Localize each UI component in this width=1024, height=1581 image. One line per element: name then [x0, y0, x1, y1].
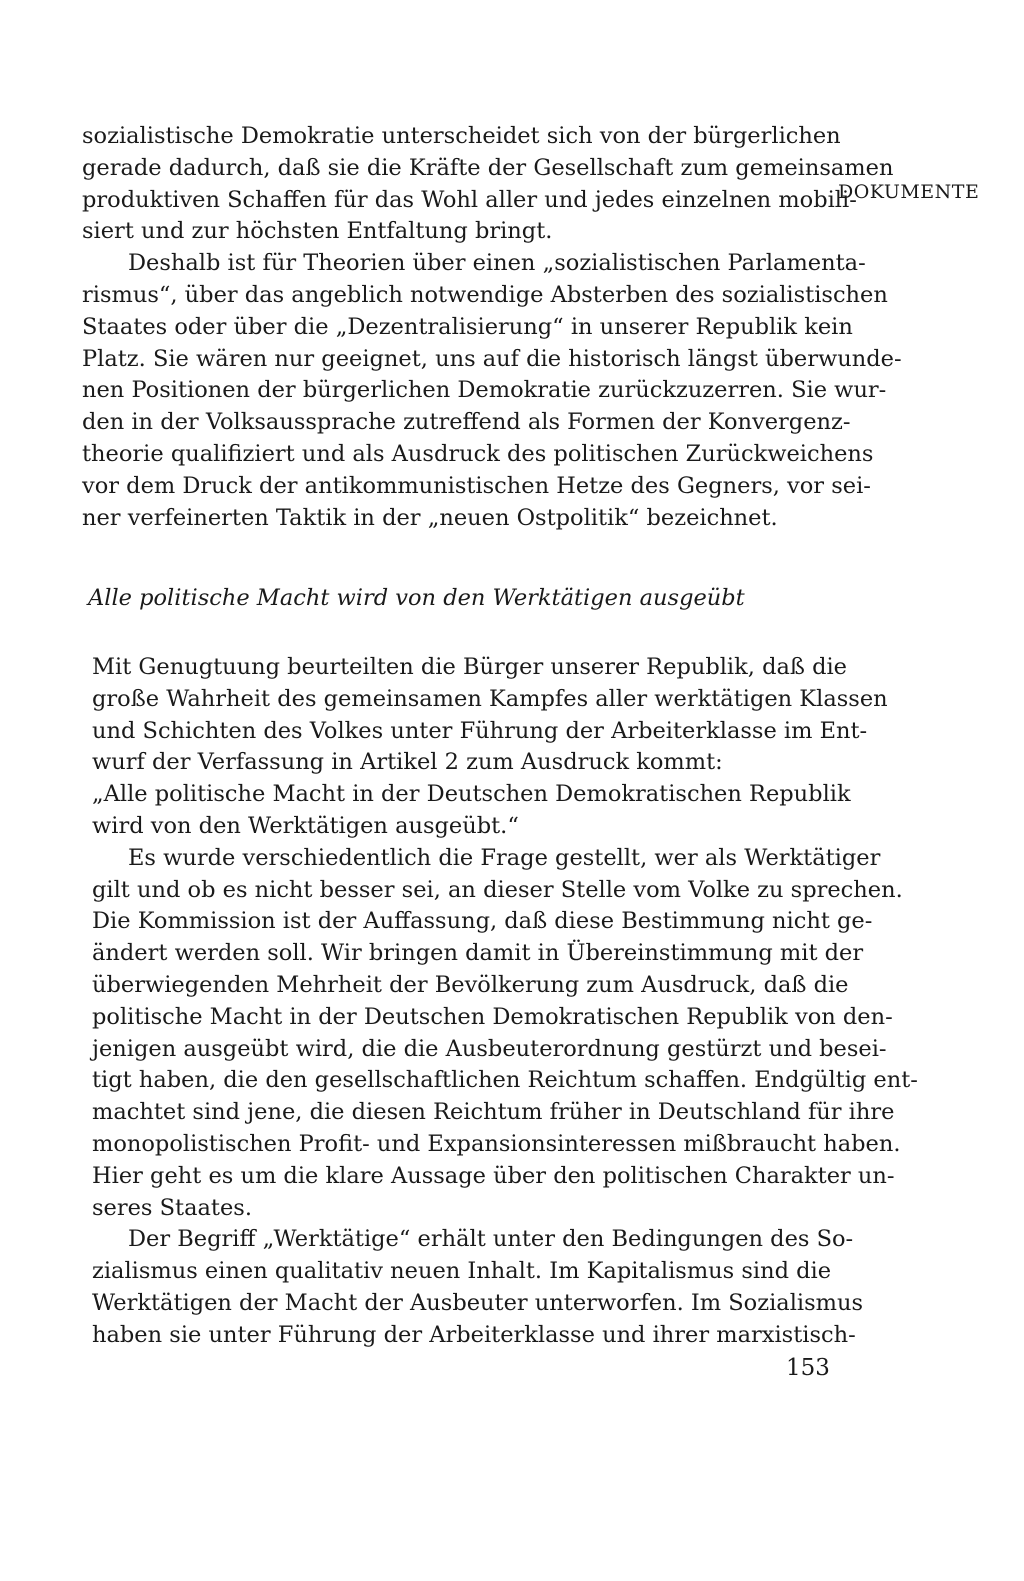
text-line: Hier geht es um die klare Aussage über den politischen Charakter un- [92, 1162, 895, 1189]
text-line: Es wurde verschiedentlich die Frage gestellt, wer als Werktätiger [128, 844, 881, 871]
margin-label: DOKUMENTE [838, 181, 980, 203]
text-line: rismus“, über das angeblich notwendige Absterben des sozialistischen [82, 281, 888, 308]
text-line: gilt und ob es nicht besser sei, an dieser Stelle vom Volke zu sprechen. [92, 876, 903, 903]
text-block-top [82, 121, 902, 534]
text-line: zialismus einen qualitativ neuen Inhalt. Im Kapitalismus sind die [92, 1258, 832, 1285]
text-line: politische Macht in der Deutschen Demokratischen Republik von den- [92, 1003, 893, 1030]
text-line: ändert werden soll. Wir bringen damit in Übereinstimmung mit der [92, 940, 864, 967]
text-line: Mit Genugtuung beurteilten die Bürger unserer Republik, daß die [92, 654, 847, 680]
text-line: Der Begriff „Werktätige“ erhält unter den Bedingungen des So- [128, 1226, 854, 1253]
text-line: ner verfeinerten Taktik in der „neuen Ostpolitik“ bezeichnet. [82, 504, 778, 531]
text-line: jenigen ausgeübt wird, die die Ausbeuterordnung gestürzt und besei- [92, 1035, 887, 1062]
text-line: siert und zur höchsten Entfaltung bringt. [82, 218, 553, 245]
text-line: Platz. Sie wären nur geeignet, uns auf die historisch längst überwunde- [82, 345, 902, 372]
text-line: gerade dadurch, daß sie die Kräfte der Gesellschaft zum gemeinsamen [82, 154, 894, 181]
text-line: große Wahrheit des gemeinsamen Kampfes aller werktätigen Klassen [92, 685, 888, 712]
quote-line: „Alle politische Macht in der Deutschen Demokratischen Republik [92, 781, 851, 808]
section-heading: Alle politische Macht wird von den Werktätigen ausgeübt [88, 585, 745, 611]
text-line: wurf der Verfassung in Artikel 2 zum Ausdruck kommt: [92, 749, 723, 776]
text-line: produktiven Schaffen für das Wohl aller und jedes einzelnen mobili- [82, 186, 857, 213]
text-line: den in der Volksaussprache zutreffend als Formen der Konvergenz- [82, 409, 851, 436]
text-line: seres Staates. [92, 1194, 252, 1221]
text-line: und Schichten des Volkes unter Führung der Arbeiterklasse im Ent- [92, 717, 868, 744]
text-line: Die Kommission ist der Auffassung, daß diese Bestimmung nicht ge- [92, 908, 873, 935]
text-line: sozialistische Demokratie unterscheidet sich von der bürgerlichen [82, 123, 841, 149]
text-line: nen Positionen der bürgerlichen Demokratie zurückzuzerren. Sie wur- [82, 377, 887, 404]
text-line: Deshalb ist für Theorien über einen „sozialistischen Parlamenta- [128, 250, 866, 277]
text-line: haben sie unter Führung der Arbeiterklasse und ihrer marxistisch- [92, 1321, 856, 1348]
quote-line: wird von den Werktätigen ausgeübt.“ [92, 812, 519, 839]
text-line: theorie qualifiziert und als Ausdruck des politischen Zurückweichens [82, 440, 874, 467]
text-line: Werktätigen der Macht der Ausbeuter unterworfen. Im Sozialismus [92, 1289, 864, 1316]
text-line: tigt haben, die den gesellschaftlichen Reichtum schaffen. Endgültig ent- [92, 1067, 918, 1094]
text-line: Staates oder über die „Dezentralisierung“ in unserer Republik kein [82, 313, 853, 340]
text-line: überwiegenden Mehrheit der Bevölkerung zum Ausdruck, daß die [92, 971, 849, 998]
page-number: 153 [786, 1355, 830, 1381]
text-block-bottom [82, 652, 918, 1352]
text-line: vor dem Druck der antikommunistischen Hetze des Gegners, vor sei- [82, 472, 871, 499]
text-line: monopolistischen Profit- und Expansionsinteressen mißbraucht haben. [92, 1130, 901, 1157]
text-line: machtet sind jene, die diesen Reichtum früher in Deutschland für ihre [92, 1099, 895, 1126]
